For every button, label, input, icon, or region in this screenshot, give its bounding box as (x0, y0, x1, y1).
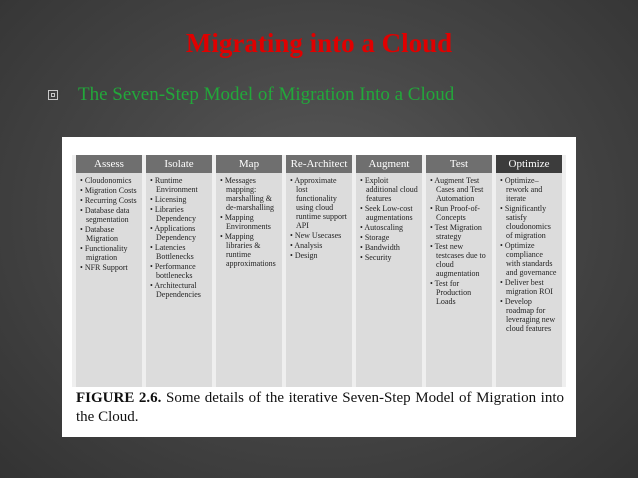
bullet-text: The Seven-Step Model of Migration Into a Cloud (78, 84, 455, 105)
step-item: • Messages mapping: marshalling & de-marshalling (220, 176, 278, 212)
step-body (216, 173, 282, 387)
step-column (356, 155, 422, 387)
step-column (496, 155, 562, 387)
step-item: • Security (360, 253, 418, 262)
step-body (286, 173, 352, 387)
step-header: Optimize (496, 155, 562, 173)
step-item: • Approximate lost functionality using cloud runtime support API (290, 176, 348, 230)
step-item: • Seek Low-cost augmentations (360, 204, 418, 222)
slide-title: Migrating into a Cloud (185, 28, 453, 58)
step-item: • Storage (360, 233, 418, 242)
step-header: Test (426, 155, 492, 173)
step-column (76, 155, 142, 387)
step-item: • Autoscaling (360, 223, 418, 232)
step-column (426, 155, 492, 387)
step-item: • Database Migration (80, 225, 138, 243)
step-item: • Performance bottlenecks (150, 262, 208, 280)
step-item: • Mapping libraries & runtime approximations (220, 232, 278, 268)
step-body (496, 173, 562, 387)
step-column (216, 155, 282, 387)
step-header: Re-Architect (286, 155, 352, 173)
caption-text: Some details of the iterative Seven-Step Model of Migration into the Cloud. (76, 390, 565, 425)
square-bullet-icon (48, 90, 58, 100)
step-item: • Bandwidth (360, 243, 418, 252)
step-body (426, 173, 492, 387)
step-item: • Develop roadmap for leveraging new cloud features (500, 297, 558, 333)
step-item: • Analysis (290, 241, 348, 250)
step-header: Map (216, 155, 282, 173)
step-item: • Design (290, 251, 348, 260)
step-item: • Cloudonomics (80, 176, 138, 185)
step-item: • Run Proof-of-Concepts (430, 204, 488, 222)
step-column (286, 155, 352, 387)
step-item: • Migration Costs (80, 186, 138, 195)
seven-step-diagram (72, 155, 566, 387)
step-item: • Database data segmentation (80, 206, 138, 224)
step-header: Augment (356, 155, 422, 173)
step-item: • Exploit additional cloud features (360, 176, 418, 203)
step-item: • Augment Test Cases and Test Automation (430, 176, 488, 203)
step-header: Assess (76, 155, 142, 173)
step-item: • Test new testcases due to cloud augmentation (430, 242, 488, 278)
step-item: • Optimize– rework and iterate (500, 176, 558, 203)
step-item: • Architectural Dependencies (150, 281, 208, 299)
step-item: • Recurring Costs (80, 196, 138, 205)
step-item: • Test for Production Loads (430, 279, 488, 306)
step-item: • Licensing (150, 195, 208, 204)
step-item: • Applications Dependency (150, 224, 208, 242)
step-item: • NFR Support (80, 263, 138, 272)
step-item: • Libraries Dependency (150, 205, 208, 223)
figure-caption (76, 389, 564, 427)
step-item: • Significantly satisfy cloudonomics of migration (500, 204, 558, 240)
step-item: • Deliver best migration ROI (500, 278, 558, 296)
step-column (146, 155, 212, 387)
figure-image (62, 137, 576, 437)
caption-label: FIGURE 2.6. (76, 390, 162, 406)
step-body (76, 173, 142, 387)
step-header: Isolate (146, 155, 212, 173)
step-item: • Runtime Environment (150, 176, 208, 194)
step-item: • Test Migration strategy (430, 223, 488, 241)
step-item: • Optimize compliance with standards and governance (500, 241, 558, 277)
step-item: • Mapping Environments (220, 213, 278, 231)
step-item: • Functionality migration (80, 244, 138, 262)
step-body (356, 173, 422, 387)
step-item: • Latencies Bottlenecks (150, 243, 208, 261)
step-body (146, 173, 212, 387)
step-item: • New Usecases (290, 231, 348, 240)
